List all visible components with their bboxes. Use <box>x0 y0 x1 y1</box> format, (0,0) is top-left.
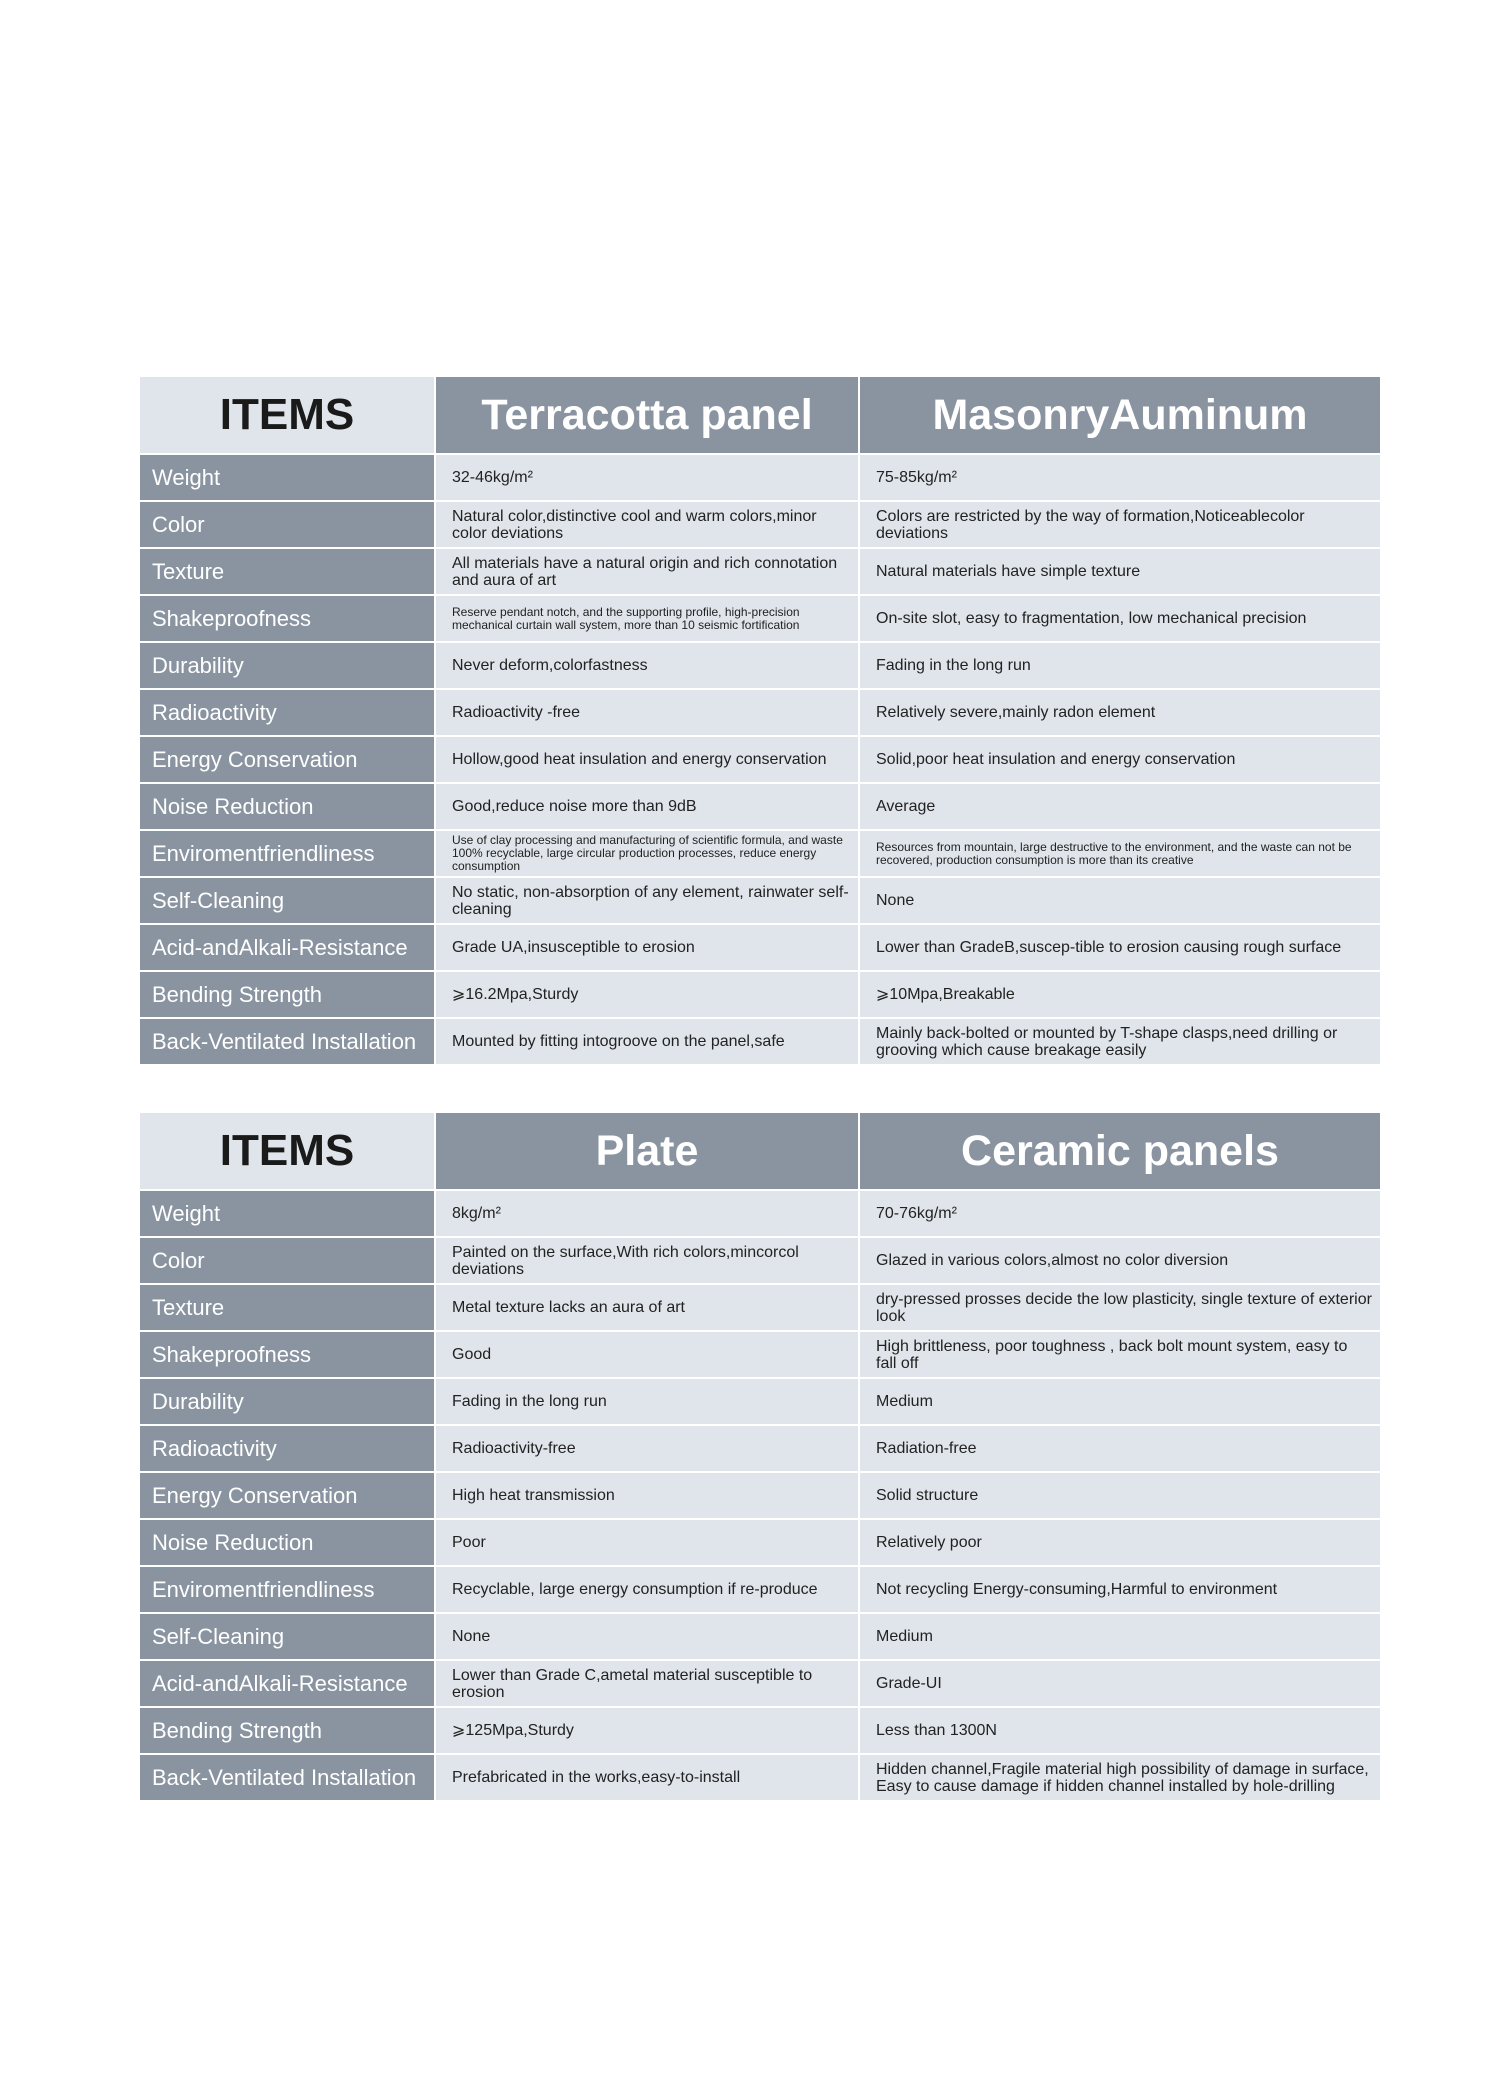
table-row <box>139 1284 1381 1331</box>
terracotta-value: Natural color,distinctive cool and warm colors,minor color deviations <box>435 501 859 548</box>
terracotta-value: Mounted by fitting intogroove on the panel,safe <box>435 1018 859 1065</box>
plate-value: Metal texture lacks an aura of art <box>435 1284 859 1331</box>
item-label: Durability <box>139 642 435 689</box>
ceramic-value: Relatively poor <box>859 1519 1381 1566</box>
plate-value: Lower than Grade C,ametal material susceptible to erosion <box>435 1660 859 1707</box>
item-label: Back-Ventilated Installation <box>139 1754 435 1801</box>
item-label: Acid-andAlkali-Resistance <box>139 1660 435 1707</box>
table-body <box>139 454 1381 1065</box>
plate-value: Good <box>435 1331 859 1378</box>
table-row <box>139 1331 1381 1378</box>
table-row <box>139 1613 1381 1660</box>
terracotta-panel-header: Terracotta panel <box>435 376 859 454</box>
terracotta-value: 32-46kg/m² <box>435 454 859 501</box>
item-label: Back-Ventilated Installation <box>139 1018 435 1065</box>
masonry-value: None <box>859 877 1381 924</box>
masonry-value: Lower than GradeB,suscep-tible to erosion causing rough surface <box>859 924 1381 971</box>
comparison-table-plate-ceramic <box>138 1111 1382 1802</box>
ceramic-value: dry-pressed prosses decide the low plasticity, single texture of exterior look <box>859 1284 1381 1331</box>
terracotta-value: ⩾16.2Mpa,Sturdy <box>435 971 859 1018</box>
plate-value: Recyclable, large energy consumption if re-produce <box>435 1566 859 1613</box>
item-label: Bending Strength <box>139 971 435 1018</box>
plate-header: Plate <box>435 1112 859 1190</box>
masonry-value: Mainly back-bolted or mounted by T-shape clasps,need drilling or grooving which cause breakage easily <box>859 1018 1381 1065</box>
table-row <box>139 1472 1381 1519</box>
plate-value: None <box>435 1613 859 1660</box>
table-row <box>139 1018 1381 1065</box>
terracotta-value: No static, non-absorption of any element, rainwater self-cleaning <box>435 877 859 924</box>
masonry-value: Fading in the long run <box>859 642 1381 689</box>
item-label: Shakeproofness <box>139 595 435 642</box>
table-row <box>139 877 1381 924</box>
table-row <box>139 595 1381 642</box>
item-label: Color <box>139 1237 435 1284</box>
table-row <box>139 1190 1381 1237</box>
terracotta-value: Grade UA,insusceptible to erosion <box>435 924 859 971</box>
table-row <box>139 642 1381 689</box>
item-label: Color <box>139 501 435 548</box>
ceramic-value: 70-76kg/m² <box>859 1190 1381 1237</box>
ceramic-value: Hidden channel,Fragile material high possibility of damage in surface, Easy to cause damage if hidden channel installed by hole-drilling <box>859 1754 1381 1801</box>
item-label: Radioactivity <box>139 1425 435 1472</box>
ceramic-value: Glazed in various colors,almost no color diversion <box>859 1237 1381 1284</box>
table-row <box>139 1237 1381 1284</box>
table-row <box>139 783 1381 830</box>
plate-value: Prefabricated in the works,easy-to-install <box>435 1754 859 1801</box>
plate-value: High heat transmission <box>435 1472 859 1519</box>
table-row <box>139 1707 1381 1754</box>
item-label: Self-Cleaning <box>139 1613 435 1660</box>
table-row <box>139 548 1381 595</box>
masonry-value: Resources from mountain, large destructive to the environment, and the waste can not be recovered, production consumption is more than its creative <box>859 830 1381 877</box>
table-row <box>139 1519 1381 1566</box>
ceramic-value: High brittleness, poor toughness , back bolt mount system, easy to fall off <box>859 1331 1381 1378</box>
masonry-value: Solid,poor heat insulation and energy conservation <box>859 736 1381 783</box>
masonry-value: 75-85kg/m² <box>859 454 1381 501</box>
terracotta-value: Use of clay processing and manufacturing of scientific formula, and waste 100% recyclable, large circular production processes, reduce energy consumption <box>435 830 859 877</box>
terracotta-value: Radioactivity -free <box>435 689 859 736</box>
plate-value: Poor <box>435 1519 859 1566</box>
plate-value: 8kg/m² <box>435 1190 859 1237</box>
table-body <box>139 1190 1381 1801</box>
table-row <box>139 1660 1381 1707</box>
terracotta-value: All materials have a natural origin and rich connotation and aura of art <box>435 548 859 595</box>
table-row <box>139 689 1381 736</box>
item-label: Radioactivity <box>139 689 435 736</box>
terracotta-value: Never deform,colorfastness <box>435 642 859 689</box>
table-row <box>139 501 1381 548</box>
table-row <box>139 1566 1381 1613</box>
ceramic-value: Less than 1300N <box>859 1707 1381 1754</box>
item-label: Energy Conservation <box>139 736 435 783</box>
ceramic-panels-header: Ceramic panels <box>859 1112 1381 1190</box>
ceramic-value: Medium <box>859 1613 1381 1660</box>
masonry-aluminum-header: MasonryAuminum <box>859 376 1381 454</box>
item-label: Enviromentfriendliness <box>139 830 435 877</box>
table-row <box>139 454 1381 501</box>
table-row <box>139 1754 1381 1801</box>
header-row <box>139 1112 1381 1190</box>
header-row <box>139 376 1381 454</box>
ceramic-value: Grade-UI <box>859 1660 1381 1707</box>
item-label: Noise Reduction <box>139 783 435 830</box>
terracotta-value: Good,reduce noise more than 9dB <box>435 783 859 830</box>
items-header: ITEMS <box>139 376 435 454</box>
plate-value: ⩾125Mpa,Sturdy <box>435 1707 859 1754</box>
terracotta-value: Hollow,good heat insulation and energy conservation <box>435 736 859 783</box>
table-row <box>139 830 1381 877</box>
masonry-value: ⩾10Mpa,Breakable <box>859 971 1381 1018</box>
table-row <box>139 1425 1381 1472</box>
item-label: Bending Strength <box>139 1707 435 1754</box>
item-label: Self-Cleaning <box>139 877 435 924</box>
item-label: Energy Conservation <box>139 1472 435 1519</box>
ceramic-value: Radiation-free <box>859 1425 1381 1472</box>
masonry-value: Colors are restricted by the way of formation,Noticeablecolor deviations <box>859 501 1381 548</box>
table-row <box>139 924 1381 971</box>
masonry-value: Relatively severe,mainly radon element <box>859 689 1381 736</box>
table-row <box>139 971 1381 1018</box>
masonry-value: On-site slot, easy to fragmentation, low mechanical precision <box>859 595 1381 642</box>
ceramic-value: Medium <box>859 1378 1381 1425</box>
terracotta-value: Reserve pendant notch, and the supporting profile, high-precision mechanical curtain wall system, more than 10 seismic fortification <box>435 595 859 642</box>
item-label: Enviromentfriendliness <box>139 1566 435 1613</box>
ceramic-value: Not recycling Energy-consuming,Harmful to environment <box>859 1566 1381 1613</box>
plate-value: Radioactivity-free <box>435 1425 859 1472</box>
table-row <box>139 1378 1381 1425</box>
item-label: Weight <box>139 1190 435 1237</box>
item-label: Weight <box>139 454 435 501</box>
item-label: Noise Reduction <box>139 1519 435 1566</box>
plate-value: Fading in the long run <box>435 1378 859 1425</box>
masonry-value: Average <box>859 783 1381 830</box>
masonry-value: Natural materials have simple texture <box>859 548 1381 595</box>
item-label: Durability <box>139 1378 435 1425</box>
item-label: Acid-andAlkali-Resistance <box>139 924 435 971</box>
ceramic-value: Solid structure <box>859 1472 1381 1519</box>
plate-value: Painted on the surface,With rich colors,mincorcol deviations <box>435 1237 859 1284</box>
item-label: Texture <box>139 1284 435 1331</box>
table-row <box>139 736 1381 783</box>
items-header: ITEMS <box>139 1112 435 1190</box>
item-label: Shakeproofness <box>139 1331 435 1378</box>
item-label: Texture <box>139 548 435 595</box>
comparison-table-terracotta-masonry <box>138 375 1382 1066</box>
